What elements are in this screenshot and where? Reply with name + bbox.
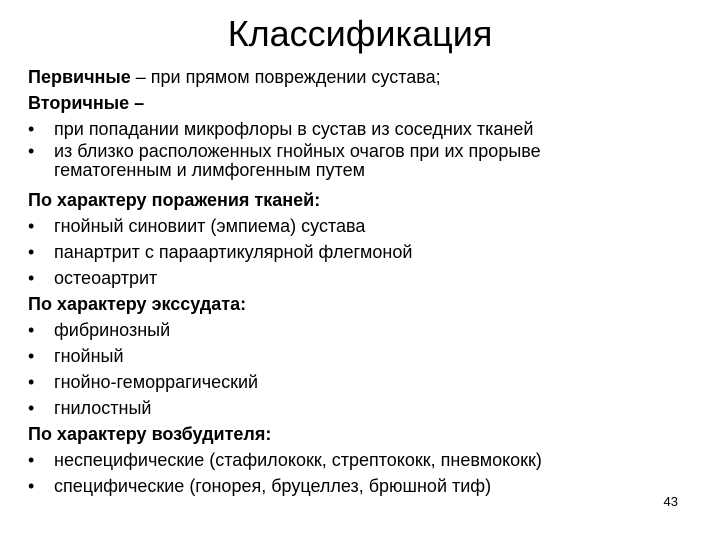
pathogen-item-1 — [28, 447, 708, 473]
bullet-icon: • — [28, 216, 35, 236]
secondary-item-text: из близко расположенных гнойных очагов при их прорыве — [54, 141, 541, 161]
bullet-icon: • — [28, 119, 35, 139]
bullet-icon: • — [28, 450, 35, 470]
tissue-damage-heading: По характеру поражения тканей: — [28, 190, 321, 210]
primary-label: Первичные — [28, 67, 131, 87]
exudate-heading: По характеру экссудата: — [28, 294, 247, 314]
secondary-line — [28, 90, 708, 116]
pathogen-heading: По характеру возбудителя: — [28, 424, 272, 444]
page-number: 43 — [663, 494, 678, 509]
tissue-damage-item-text: панартрит с параартикулярной флегмоной — [54, 242, 413, 262]
primary-line — [28, 64, 708, 90]
exudate-item-4 — [28, 395, 708, 421]
secondary-item-2 — [28, 142, 708, 161]
exudate-item-1 — [28, 317, 708, 343]
slide-title — [0, 12, 720, 56]
bullet-icon: • — [28, 320, 35, 340]
slide-title-text: Классификация — [227, 13, 493, 54]
secondary-item-1 — [28, 116, 708, 142]
bullet-icon: • — [28, 398, 35, 418]
exudate-item-3 — [28, 369, 708, 395]
secondary-label: Вторичные — [28, 93, 130, 113]
primary-text: – при прямом повреждении сустава; — [130, 67, 441, 87]
exudate-item-2 — [28, 343, 708, 369]
pathogen-item-text: специфические (гонорея, бруцеллез, брюшной тиф) — [54, 476, 492, 496]
secondary-item-text: при попадании микрофлоры в сустав из соседних тканей — [54, 119, 534, 139]
bullet-icon: • — [28, 372, 35, 392]
secondary-item-2-continuation: гематогенным и лимфогенным путем — [54, 160, 365, 180]
tissue-damage-item-2 — [28, 239, 708, 265]
secondary-dash: – — [129, 93, 145, 113]
bullet-icon: • — [28, 242, 35, 262]
slide-content — [28, 64, 708, 499]
exudate-item-text: гнойный — [54, 346, 124, 366]
bullet-icon: • — [28, 268, 35, 288]
tissue-damage-item-1 — [28, 213, 708, 239]
bullet-icon: • — [28, 141, 35, 161]
exudate-item-text: гнилостный — [54, 398, 152, 418]
tissue-damage-item-text: остеоартрит — [54, 268, 158, 288]
exudate-item-text: фибринозный — [54, 320, 171, 340]
tissue-damage-item-3 — [28, 265, 708, 291]
bullet-icon: • — [28, 476, 35, 496]
tissue-damage-item-text: гнойный синовиит (эмпиема) сустава — [54, 216, 366, 236]
exudate-item-text: гнойно-геморрагический — [54, 372, 259, 392]
pathogen-item-text: неспецифические (стафилококк, стрептококк, пневмококк) — [54, 450, 542, 470]
pathogen-item-2 — [28, 473, 708, 499]
bullet-icon: • — [28, 346, 35, 366]
